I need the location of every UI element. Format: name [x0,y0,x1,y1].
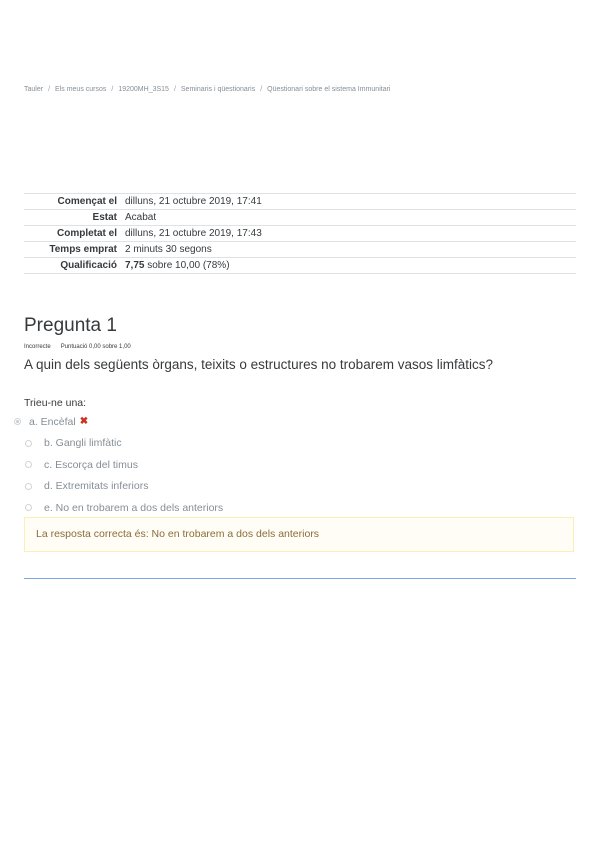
correct-answer-feedback [24,517,574,552]
question-state: Incorrecte [24,344,51,350]
breadcrumb [24,86,390,93]
answer-option-e[interactable] [14,497,574,519]
question-title: Pregunta 1 [24,315,117,336]
summary-value: dilluns, 21 octubre 2019, 17:43 [125,228,262,239]
summary-value: 2 minuts 30 segons [125,244,212,255]
breadcrumb-item-my-courses[interactable]: Els meus cursos [55,86,107,93]
radio-unselected[interactable] [25,440,32,447]
answer-option-b[interactable] [14,433,574,455]
summary-label: Completat el [56,228,117,239]
answer-label: d. Extremitats inferiors [44,480,149,493]
attempt-summary-table [24,193,576,274]
summary-row-completed [24,226,576,242]
answer-label: c. Escorça del timus [44,458,138,471]
breadcrumb-separator: / [111,86,114,93]
summary-row-state [24,210,576,226]
answer-label: e. No en trobarem a dos dels anteriors [44,501,224,514]
summary-row-time-taken [24,242,576,258]
summary-value: dilluns, 21 octubre 2019, 17:41 [125,196,262,207]
question-info [24,344,131,350]
question-text: A quin dels següents òrgans, teixits o estructures no trobarem vasos limfàtics? [24,357,493,372]
breadcrumb-separator: / [173,86,176,93]
summary-label: Qualificació [60,260,117,271]
grade-value: 7,75 [125,260,145,271]
grade-total: sobre 10,00 (78%) [144,260,230,271]
radio-unselected[interactable] [25,461,32,468]
breadcrumb-separator: / [48,86,51,93]
breadcrumb-item-course[interactable]: 19200MH_3S15 [118,86,169,93]
summary-label: Estat [92,212,117,223]
question-grade: Puntuació 0,00 sobre 1,00 [60,344,131,350]
answer-option-d[interactable] [14,476,574,498]
incorrect-icon: ✖ [79,416,89,428]
radio-selected[interactable] [14,418,21,425]
breadcrumb-item-quiz[interactable]: Qüestionari sobre el sistema Immunitari [267,86,391,93]
breadcrumb-separator: / [260,86,263,93]
summary-value [122,258,576,274]
answer-option-a[interactable] [14,411,574,433]
answer-label: a. Encèfal [29,415,76,428]
summary-row-started [24,194,576,210]
answer-list [14,411,574,519]
question-divider [24,578,576,579]
radio-unselected[interactable] [25,483,32,490]
summary-label: Temps emprat [49,244,117,255]
breadcrumb-item-section[interactable]: Seminaris i qüestionaris [180,86,256,93]
summary-label: Començat el [57,196,117,207]
feedback-text: La resposta correcta és: No en trobarem a dos dels anteriors [36,528,320,540]
answer-label: b. Gangli limfàtic [44,437,122,450]
answer-prompt: Trieu-ne una: [24,397,87,409]
summary-row-grade [24,258,576,274]
breadcrumb-item-tauler[interactable]: Tauler [24,86,44,93]
answer-option-c[interactable] [14,454,574,476]
summary-value: Acabat [125,212,157,223]
radio-unselected[interactable] [25,504,32,511]
